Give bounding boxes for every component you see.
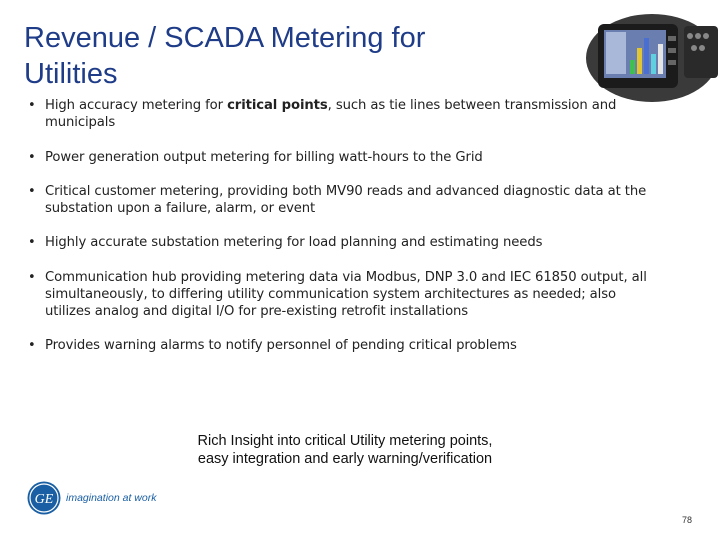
logo-tagline: imagination at work <box>66 492 157 504</box>
bullet-1-text-end: , such as tie lines between transmission and municipals <box>45 98 617 130</box>
bullet-1-text-start: High accuracy metering for <box>45 98 228 113</box>
bullet-1-emphasis: critical points <box>227 98 328 113</box>
bullet-item-2: • Power generation output metering for billing watt-hours to the Grid <box>28 150 483 165</box>
ge-logo <box>26 480 166 520</box>
bullet-list <box>28 97 648 354</box>
slide-title-line-1: Revenue / SCADA Metering for <box>24 22 426 54</box>
bullet-item-5: • Communication hub providing metering data via Modbus, DNP 3.0 and IEC 61850 output, all simultaneously, to differing utility communication system architectures as needed; also utilizes analog and digital I/O for pre-existing retrofit installations <box>28 270 647 319</box>
ge-logo-icon <box>26 480 62 516</box>
bullet-item-1: • High accuracy metering for critical points, such as tie lines between transmission and municipals <box>28 98 617 130</box>
tagline <box>130 432 560 468</box>
bullet-item-6: • Provides warning alarms to notify personnel of pending critical problems <box>28 338 517 353</box>
bullet-2-text: Power generation output metering for billing watt-hours to the Grid <box>45 150 483 165</box>
slide-title <box>24 20 544 92</box>
tagline-line-2: easy integration and early warning/verification <box>197 451 493 467</box>
bullet-item-3: • Critical customer metering, providing both MV90 reads and advanced diagnostic data at the substation upon a failure, alarm, or event <box>28 184 647 216</box>
bullet-4-text: Highly accurate substation metering for load planning and estimating needs <box>45 235 543 250</box>
metering-device-icon <box>580 8 720 108</box>
page-number: 78 <box>682 515 693 525</box>
slide-title-line-2: Utilities <box>24 58 118 90</box>
bullet-item-4: • Highly accurate substation metering for load planning and estimating needs <box>28 235 543 250</box>
bullet-3-text: Critical customer metering, providing both MV90 reads and advanced diagnostic data at the substation upon a failure, alarm, or event <box>45 184 647 216</box>
tagline-line-1: Rich Insight into critical Utility metering points, <box>197 433 493 449</box>
ge-monogram: GE <box>34 492 54 507</box>
bullet-6-text: Provides warning alarms to notify personnel of pending critical problems <box>45 338 517 353</box>
bullet-5-text: Communication hub providing metering data via Modbus, DNP 3.0 and IEC 61850 output, all simultaneously, to differing utility communication system architectures as needed; also utilizes analog and digital I/O for pre-existing retrofit installations <box>45 270 647 319</box>
